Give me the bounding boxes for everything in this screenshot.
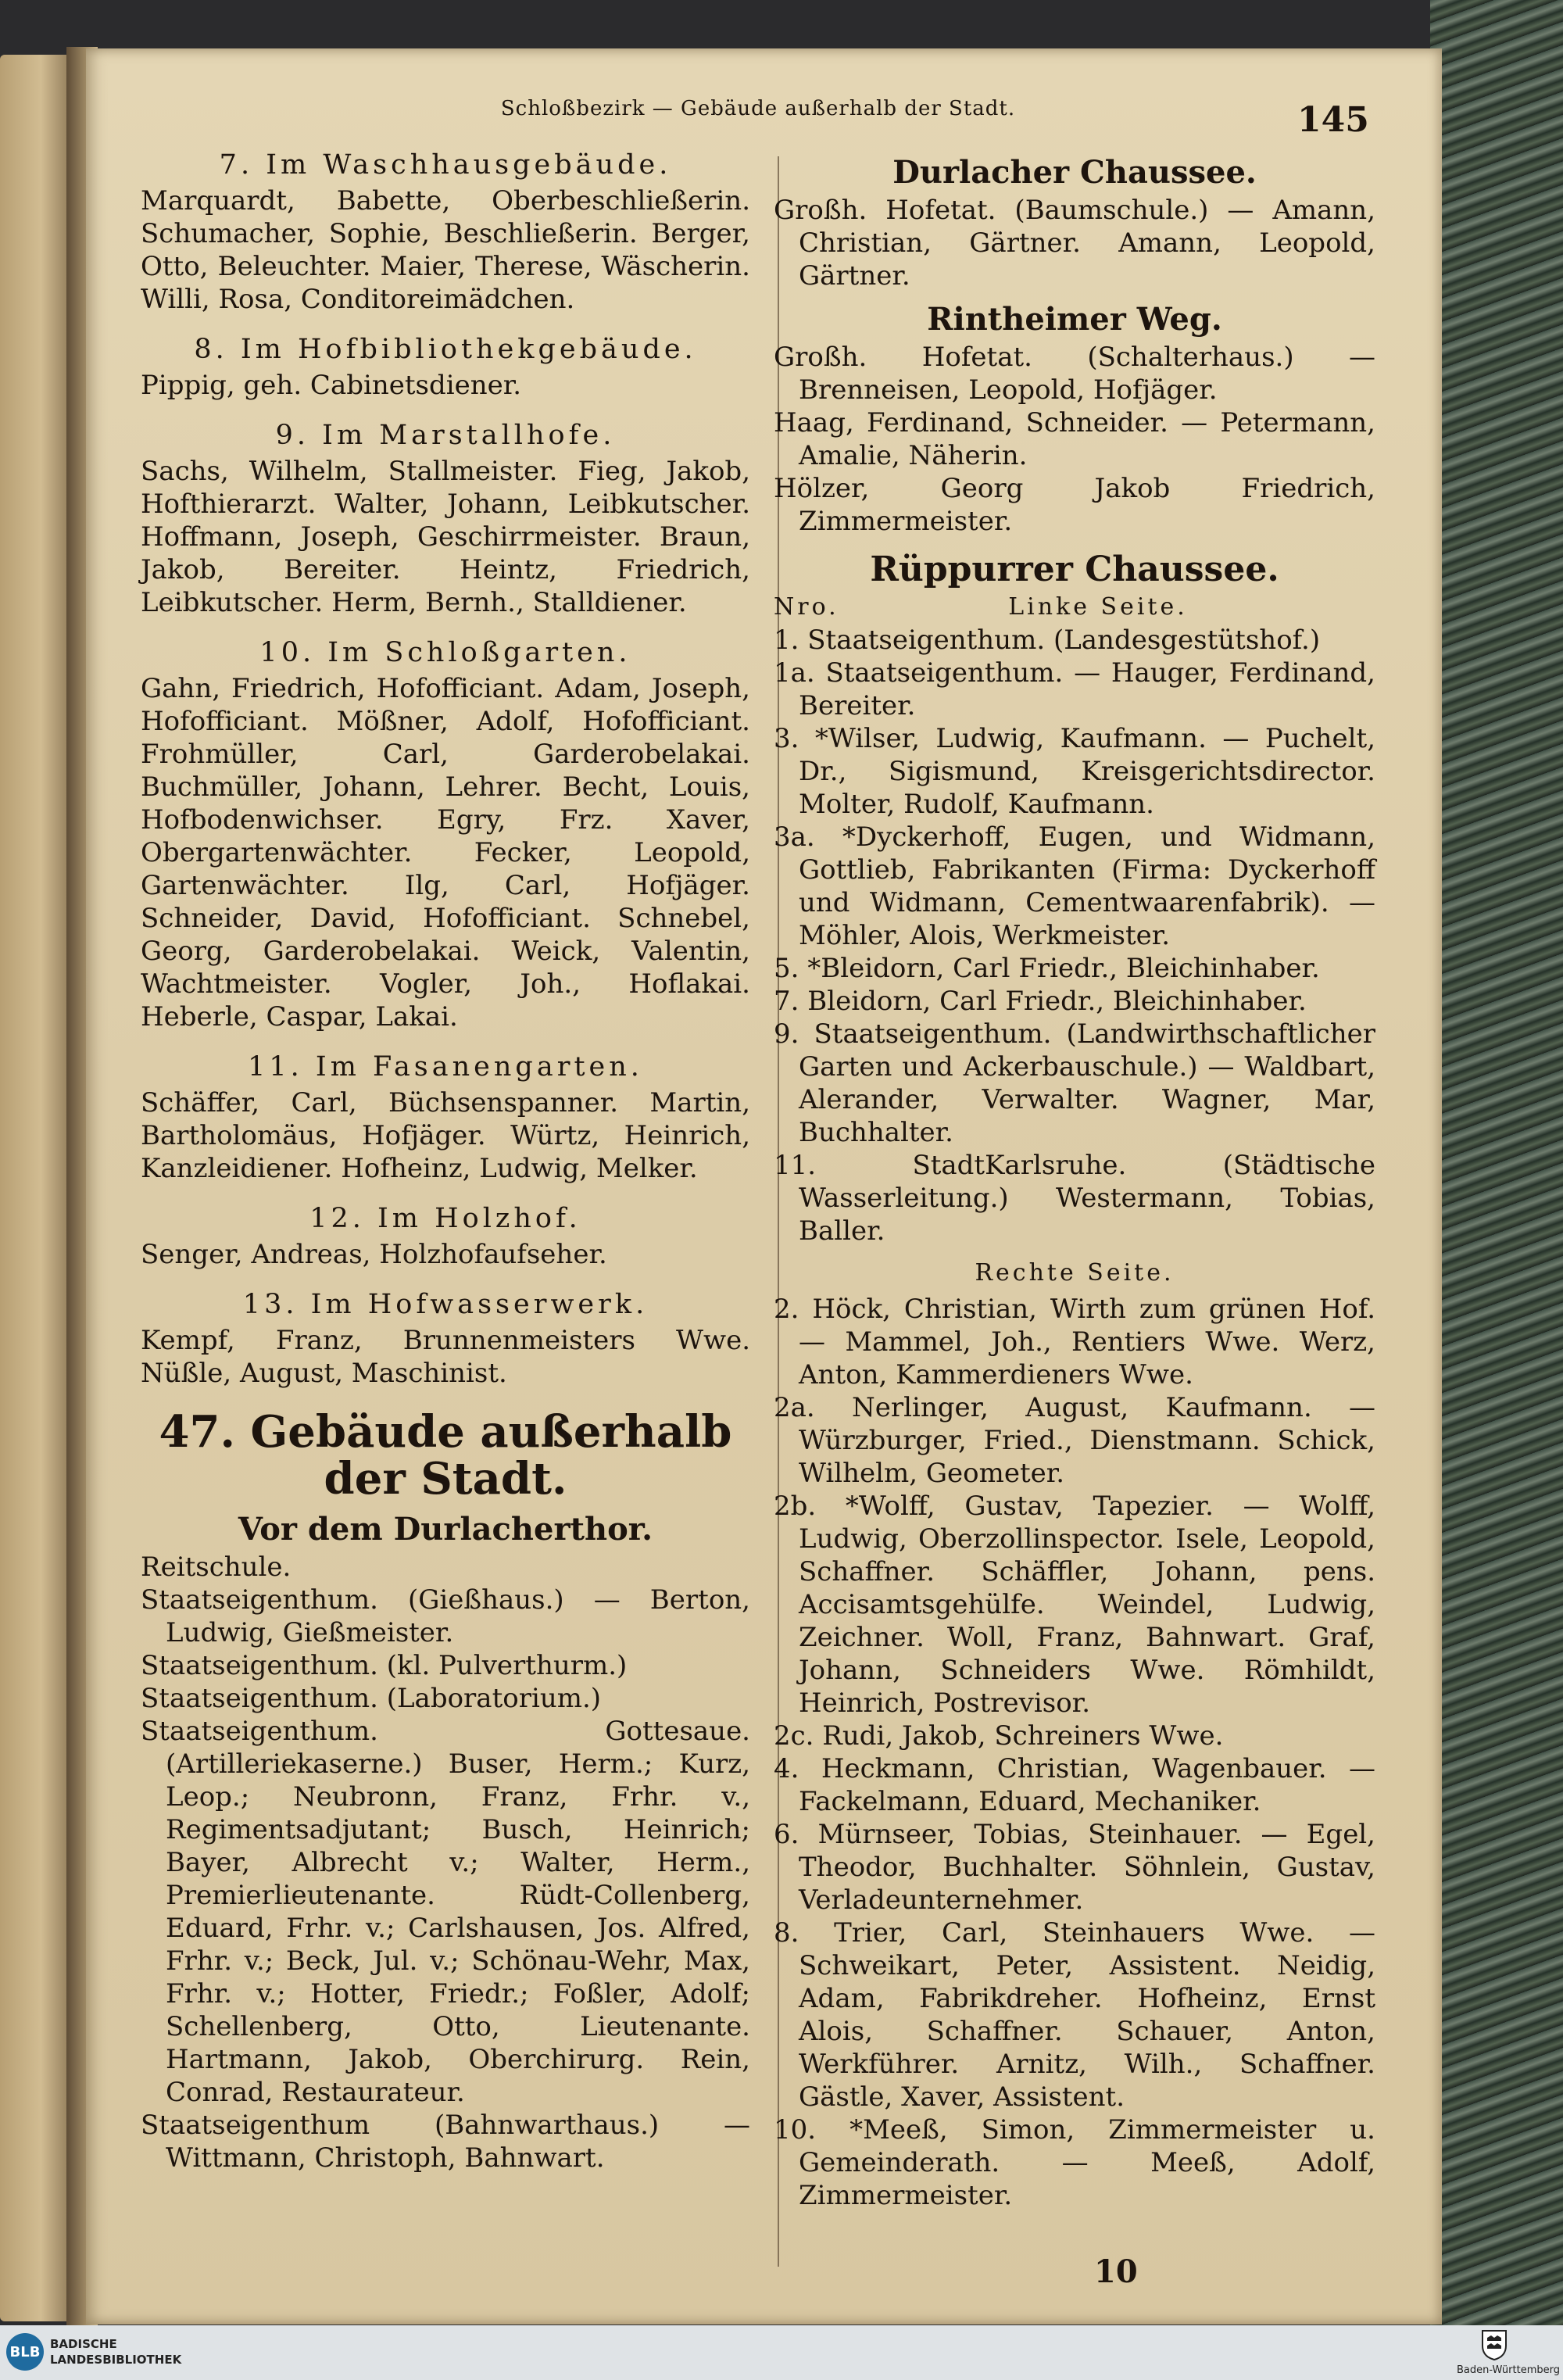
- list-item: Hölzer, Georg Jakob Friedrich, Zimmermeister.: [774, 473, 1375, 537]
- list-item: 9. Staatseigenthum. (Landwirthschaftlicher Garten und Ackerbauschule.) — Waldbart, Alerander, Verwalter. Wagner, Mar, Buchhalter.: [774, 1018, 1375, 1148]
- section-heading: 12. Im Holzhof.: [309, 1203, 581, 1234]
- subsection-heading: Vor dem Durlacherthor.: [238, 1511, 653, 1548]
- section-text: Pippig, geh. Cabinetsdiener.: [141, 370, 522, 401]
- section-heading: 8. Im Hofbibliothekgebäude.: [194, 334, 697, 365]
- list-item: 5. *Bleidorn, Carl Friedr., Bleichinhaber.: [774, 953, 1320, 984]
- list-item: 2b. *Wolff, Gustav, Tapezier. — Wolff, Ludwig, Oberzollinspector. Isele, Leopold, Schaffner. Schäffler, Johann, pens. Accisamtsgehülfe. Weindel, Ludwig, Zeichner. Woll, Franz, Bahnwart. Graf, Johann, Schneiders Wwe. Römhildt, Heinrich, Postrevisor.: [774, 1491, 1375, 1719]
- section-text: Gahn, Friedrich, Hofofficiant. Adam, Joseph, Hofofficiant. Mößner, Adolf, Hofofficiant. Frohmüller, Carl, Garderobelakai. Buchmüller, Johann, Lehrer. Becht, Louis, Hofbodenwichser. Egry, Frz. Xaver, Obergartenwächter. Fecker, Leopold, Gartenwächter. Ilg, Carl, Hofjäger. Schneider, David, Hofofficiant. Schnebel, Georg, Garderobelakai. Weick, Valentin, Wachtmeister. Vogler, Joh., Hoflakai. Heberle, Caspar, Lakai.: [141, 673, 750, 1033]
- list-item: 1a. Staatseigenthum. — Hauger, Ferdinand, Bereiter.: [774, 657, 1375, 721]
- column-headings: [774, 591, 1375, 624]
- coat-of-arms-icon: [1480, 2328, 1508, 2361]
- right-side-label: Rechte Seite.: [975, 1259, 1175, 1287]
- list-item: Staatseigenthum. (Laboratorium.): [141, 1683, 602, 1714]
- list-item: 2c. Rudi, Jakob, Schreiners Wwe.: [774, 1720, 1224, 1752]
- list-item: Großh. Hofetat. (Schalterhaus.) — Brenneisen, Leopold, Hofjäger.: [774, 342, 1375, 406]
- section-text: Kempf, Franz, Brunnenmeisters Wwe. Nüßle, August, Maschinist.: [141, 1325, 750, 1389]
- section-heading: 11. Im Fasanengarten.: [248, 1051, 643, 1083]
- nro-label: Nro.: [774, 593, 839, 621]
- section-heading: 10. Im Schloßgarten.: [259, 637, 631, 668]
- list-item: Staatseigenthum. (Gießhaus.) — Berton, Ludwig, Gießmeister.: [141, 1584, 750, 1648]
- blb-logo-icon: BLB: [6, 2333, 44, 2371]
- left-side-label: Linke Seite.: [1008, 593, 1188, 621]
- library-name-line1: BADISCHE: [50, 2337, 117, 2351]
- section-text: Schäffer, Carl, Büchsenspanner. Martin, Bartholomäus, Hofjäger. Würtz, Heinrich, Kanzleidiener. Hofheinz, Ludwig, Melker.: [141, 1087, 750, 1184]
- facing-page-edge: [0, 55, 74, 2321]
- list-item: 2a. Nerlinger, August, Kaufmann. — Würzburger, Fried., Dienstmann. Schick, Wilhelm, Geometer.: [774, 1392, 1375, 1489]
- subsection-heading: Rüppurrer Chaussee.: [870, 549, 1279, 589]
- signature-mark: 10: [1094, 2253, 1138, 2290]
- footer-bar: [0, 2325, 1563, 2380]
- left-column: [141, 149, 750, 2174]
- library-name-line2: LANDESBIBLIOTHEK: [50, 2353, 182, 2367]
- section-text: Marquardt, Babette, Oberbeschließerin. Schumacher, Sophie, Beschließerin. Berger, Otto, Beleuchter. Maier, Therese, Wäscherin. Willi, Rosa, Conditoreimädchen.: [141, 185, 750, 315]
- list-item: 7. Bleidorn, Carl Friedr., Bleichinhaber.: [774, 986, 1307, 1017]
- list-item: Staatseigenthum (Bahnwarthaus.) — Wittmann, Christoph, Bahnwart.: [141, 2110, 750, 2174]
- book-cover-edge: [1430, 0, 1563, 2345]
- section-heading: 13. Im Hofwasserwerk.: [242, 1289, 649, 1320]
- chapter-heading: 47. Gebäude außerhalb der Stadt.: [159, 1406, 732, 1505]
- section-text: Sachs, Wilhelm, Stallmeister. Fieg, Jakob, Hofthierarzt. Walter, Johann, Leibkutscher. Hoffmann, Joseph, Geschirrmeister. Braun, Jakob, Bereiter. Heintz, Friedrich, Leibkutscher. Herm, Bernh., Stalldiener.: [141, 456, 750, 618]
- state-label: Baden-Württemberg: [1457, 2364, 1560, 2376]
- library-name: [50, 2336, 238, 2367]
- list-item: 6. Mürnseer, Tobias, Steinhauer. — Egel, Theodor, Buchhalter. Söhnlein, Gustav, Verladeunternehmer.: [774, 1819, 1375, 1916]
- list-item: Großh. Hofetat. (Baumschule.) — Amann, Christian, Gärtner. Amann, Leopold, Gärtner.: [774, 195, 1375, 292]
- list-item: 4. Heckmann, Christian, Wagenbauer. — Fackelmann, Eduard, Mechaniker.: [774, 1753, 1375, 1817]
- section-text: Senger, Andreas, Holzhofaufseher.: [141, 1239, 607, 1270]
- list-item: 3a. *Dyckerhoff, Eugen, und Widmann, Gottlieb, Fabrikanten (Firma: Dyckerhoff und Widmann, Cementwaarenfabrik). — Möhler, Alois, Werkmeister.: [774, 821, 1375, 951]
- subsection-heading: Durlacher Chaussee.: [892, 154, 1257, 191]
- right-column: [774, 156, 1375, 2212]
- list-item: 3. *Wilser, Ludwig, Kaufmann. — Puchelt, Dr., Sigismund, Kreisgerichtsdirector. Molter, Rudolf, Kaufmann.: [774, 723, 1375, 820]
- running-head: Schloßbezirk — Gebäude außerhalb der Stadt.: [500, 97, 1016, 120]
- section-heading: 7. Im Waschhausgebäude.: [219, 149, 672, 181]
- page-number: 145: [1297, 100, 1369, 140]
- list-item: Haag, Ferdinand, Schneider. — Petermann, Amalie, Näherin.: [774, 407, 1375, 471]
- list-item: 11. StadtKarlsruhe. (Städtische Wasserleitung.) Westermann, Tobias, Baller.: [774, 1150, 1375, 1247]
- list-item: 10. *Meeß, Simon, Zimmermeister u. Gemeinderath. — Meeß, Adolf, Zimmermeister.: [774, 2114, 1375, 2211]
- list-item: Staatseigenthum. Gottesaue. (Artilleriekaserne.) Buser, Herm.; Kurz, Leop.; Neubronn, Franz, Frhr. v., Regimentsadjutant; Busch, Heinrich; Bayer, Albrecht v.; Walter, Herm., Premierlieutenante. Rüdt-Collenberg, Eduard, Frhr. v.; Carlshausen, Jos. Alfred, Frhr. v.; Beck, Jul. v.; Schönau-Wehr, Max, Frhr. v.; Hotter, Friedr.; Foßler, Adolf; Schellenberg, Otto, Lieutenante. Hartmann, Jakob, Oberchirurg. Rein, Conrad, Restaurateur.: [141, 1716, 750, 2108]
- list-item: Staatseigenthum. (kl. Pulverthurm.): [141, 1650, 628, 1681]
- list-item: Reitschule.: [141, 1551, 291, 1583]
- section-heading: 9. Im Marstallhofe.: [275, 420, 616, 451]
- list-item: 8. Trier, Carl, Steinhauers Wwe. — Schweikart, Peter, Assistent. Neidig, Adam, Fabrikdreher. Hofheinz, Ernst Alois, Schaffner. Schauer, Anton, Werkführer. Arnitz, Wilh., Schaffner. Gästle, Xaver, Assistent.: [774, 1917, 1375, 2113]
- list-item: 1. Staatseigenthum. (Landesgestütshof.): [774, 625, 1321, 656]
- subsection-heading: Rintheimer Weg.: [927, 301, 1222, 338]
- list-item: 2. Höck, Christian, Wirth zum grünen Hof. — Mammel, Joh., Rentiers Wwe. Werz, Anton, Kammerdieners Wwe.: [774, 1294, 1375, 1390]
